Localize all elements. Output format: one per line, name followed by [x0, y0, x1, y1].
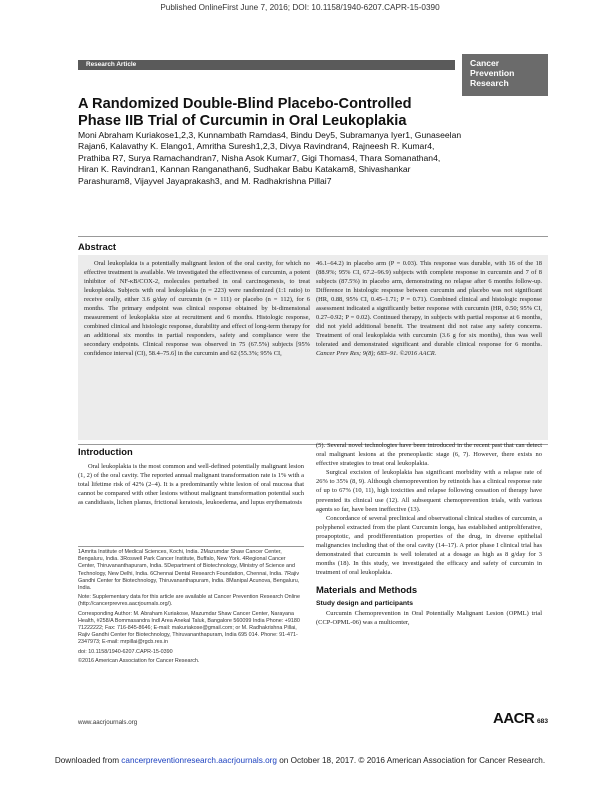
introduction-column	[78, 462, 304, 507]
copyright-line: ©2016 American Association for Cancer Research.	[78, 657, 200, 664]
right-paragraph-3: Concordance of several preclinical and observational clinical studies of curcumin, a polyphenol extracted from the plant Curcumin longa, has established antiproliferative, proapoptotic, and prodifferentiation properties of the drug, in diverse epithelial malignancies including that of the oral cavity (14–17). A prior phase I clinical trial has demonstrated that curcumin is well tolerated at a dosage as high as 8 g/day for 3 months (18). In this study, we investigated the efficacy and safety of curcumin in treatment of oral leukoplakia.	[316, 514, 542, 577]
journal-line-2: Prevention	[470, 68, 515, 78]
journal-line-1: Cancer	[470, 58, 500, 68]
study-design-heading: Study design and participants	[316, 599, 414, 607]
download-prefix: Downloaded from	[54, 756, 122, 765]
introduction-paragraph: Oral leukoplakia is the most common and well-defined potentially malignant lesion (1, 2) of the oral cavity. The reported annual malignant transformation rate is 1% with a total lifetime risk of 42% (2–4). It is a predominantly white lesion of oral mucosa that cannot be compared with other lesions without malignant transformation potential such as candidiasis, lichen planus, frictional keratosis, leukoedema, and lupus erythematosis	[78, 463, 304, 507]
corresponding-author: Corresponding Author: M. Abraham Kuriakose, Mazumdar Shaw Cancer Center, Narayana Health, #258/A Bommasandra Indl Area Anekal Taluk, Bangalore 560099 India Phone: +9180 71222222; Fax: 716-845-8646; E-mail: makuriakose@gmail.com; or M. Radhakrishna Pillai, Rajiv Gandhi Center for Biotechnology, Thiruvananthapuram, India 695 014. Phone: 91-471-2347973; E-mail: mrpillai@rgcb.res.in	[78, 610, 300, 646]
affiliation-rule	[78, 546, 304, 547]
download-link[interactable]: cancerpreventionresearch.aacrjournals.org	[121, 756, 277, 765]
right-paragraph-2: Surgical excision of leukoplakia has significant morbidity with a relapse rate of 26% to 35% (8, 9). Although chemoprevention by retinoids has a clinical response rate of up to 67% (10, 11), high toxicities and relapse following cessation of therapy have prevented its clinical use (12). All subsequent chemoprevention trials, with various agents so far, have been ineffective (13).	[316, 469, 542, 513]
methods-heading: Materials and Methods	[316, 584, 418, 596]
affiliations-text: 1Amrita Institute of Medical Sciences, Kochi, India. 2Mazumdar Shaw Cancer Center, Bengaluru, India. 3Roswell Park Cancer Institute, Buffalo, New York. 4Regional Cancer Center, Thiruvananthapuram, India. 5Department of Biotechnology, Ministry of Science and Technology, New Delhi, India. 6Chennai Dental Research Foundation, Chennai, India. 7Rajiv Gandhi Center for Biotechnology, Thiruvananthapuram, India. 8Manipal Acunova, Bengaluru, India.	[78, 549, 300, 592]
abstract-left-column	[84, 259, 310, 358]
supplementary-note: Note: Supplementary data for this article are available at Cancer Prevention Research Online (http://cancerprevres.aacrjournals.org/).	[78, 594, 301, 608]
abstract-top-rule	[78, 236, 548, 237]
right-paragraph-4: Curcumin Chemoprevention in Oral Potentially Malignant Lesion (OPML) trial (CCP-OPML-06) was a multicenter,	[316, 609, 542, 626]
abstract-right-text: 46.1–64.2) in placebo arm (P = 0.03). This response was durable, with 16 of the 18 (88.9%; 95% CI, 67.2–96.9) subjects with complete response in curcumin and 7 of 8 subjects (87.5%) in placebo arm, demonstrating no relapse after 6 months follow-up. Difference in histologic response between curcumin and placebo was not significant (HR, 0.88, 95% CI, 0.45–1.71; P = 0.71). Combined clinical and histologic response assessment indicated a significantly better response with curcumin (HR, 0.50; 95% CI, 0.27–0.92; P = 0.02). Continued therapy, in subjects with partial response at 6 months, did not yield additional benefit. The treatment did not raise any safety concerns. Treatment of oral leukoplakia with curcumin (3.6 g for six months), thus was well tolerated and demonstrated significant and durable clinical response for 6 months. Cancer Prev Res; 9(8); 683–91. ©2016 AACR.	[316, 260, 542, 357]
journal-name-box	[462, 54, 548, 96]
download-footer	[0, 756, 600, 766]
abstract-left-text: Oral leukoplakia is a potentially malignant lesion of the oral cavity, for which no effective treatment is available. We investigated the effectiveness of curcumin, a potent inhibitor of NF-κB/COX-2, molecules perturbed in oral carcinogenesis, to treat leukoplakia. Subjects with oral leukoplakia (n = 223) were randomized (1:1 ratio) to receive orally, either 3.6 g/day of curcumin (n = 111) or placebo (n = 112), for 6 months. The primary endpoint was clinical response obtained by bi-dimensional measurement of leukoplakia size at recruitment and 6 months. Histologic response, combined clinical and histologic response, durability and effect of long-term therapy for an additional six months in partial responders, safety and compliance were the secondary endpoints. Clinical response was observed in 75 (67.5%) subjects [95% confidence interval (CI), 58.4–75.6] in the curcumin and 62 (55.3%; 95% CI,	[84, 260, 310, 357]
doi-line: doi: 10.1158/1940-6207.CAPR-15-0390	[78, 648, 173, 655]
published-online-line: Published OnlineFirst June 7, 2016; DOI: 10.1158/1940-6207.CAPR-15-0390	[160, 3, 440, 12]
abstract-heading: Abstract	[78, 241, 117, 252]
article-title: A Randomized Double-Blind Placebo-Controlled Phase IIB Trial of Curcumin in Oral Leukoplakia	[78, 96, 412, 129]
journal-website[interactable]: www.aacrjournals.org	[78, 719, 138, 726]
right-body-column	[316, 441, 542, 627]
right-paragraph-1: (5). Several novel technologies have been introduced in the recent past that can detect oral malignant lesions at the preneoplastic stage (6, 7). However, there exists no effective strategies to treat oral leukoplakia.	[316, 442, 542, 468]
aacr-logo: AACR	[493, 710, 535, 727]
abstract-right-column	[316, 259, 542, 358]
section-label-bar: Research Article	[78, 60, 455, 70]
page-number: 683	[537, 718, 549, 725]
journal-line-3: Research	[470, 78, 509, 88]
abstract-citation: Cancer Prev Res; 9(8); 683–91. ©2016 AACR.	[316, 350, 437, 357]
download-suffix: on October 18, 2017. © 2016 American Association for Cancer Research.	[276, 756, 546, 765]
affiliations-block	[78, 549, 304, 667]
author-list: Moni Abraham Kuriakose1,2,3, Kunnambath Ramdas4, Bindu Dey5, Subramanya Iyer1, Gunaseelan Rajan6, Kalavathy K. Elango1, Amritha Suresh1,2,3, Divya Ravindran4, Rajneesh R. Kumar4, Prathiba R7, Surya Ramachandran7, Nisha Asok Kumar7, Gigi Thomas4, Thara Somanathan4, Hiran K. Ravindran1, Kannan Ranganathan6, Sudhakar Babu Katakam8, Shivashankar Parashuram8, Vijayvel Jayaprakash3, and M. Radhakrishna Pillai7	[78, 130, 462, 186]
introduction-heading: Introduction	[78, 446, 133, 457]
